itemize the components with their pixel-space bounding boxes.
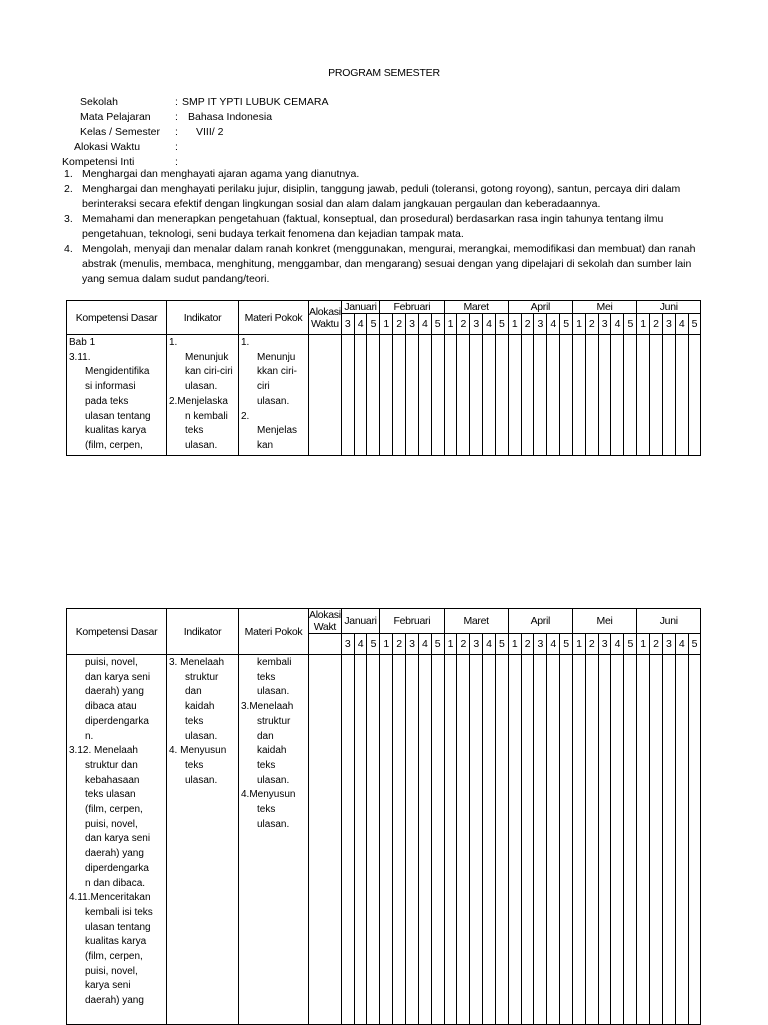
page-title: PROGRAM SEMESTER xyxy=(328,67,440,79)
cell-line: struktur xyxy=(185,671,219,683)
week-cell xyxy=(508,335,521,456)
week-cell xyxy=(380,655,393,1025)
week-cell xyxy=(598,655,611,1025)
header-week: 5 xyxy=(624,634,637,655)
cell-line: ciri xyxy=(257,381,270,393)
header-alokasi-waktu: Alokasi Wakt xyxy=(309,609,341,633)
body-kompetensi-dasar xyxy=(67,335,167,456)
week-cell xyxy=(470,335,483,456)
cell-line: ulasan tentang xyxy=(85,410,151,422)
cell-line: pada teks xyxy=(85,395,129,407)
header-week: 5 xyxy=(624,314,637,335)
cell-line: Mengidentifika xyxy=(85,366,150,378)
header-week: 4 xyxy=(547,634,560,655)
week-cell xyxy=(495,335,508,456)
header-week: 4 xyxy=(354,634,367,655)
body-materi-pokok xyxy=(239,655,309,1025)
header-week: 1 xyxy=(508,634,521,655)
header-month: Maret xyxy=(444,301,508,314)
week-cell xyxy=(572,335,585,456)
ki-item xyxy=(62,167,702,182)
week-cell xyxy=(560,655,573,1025)
cell-line: 4. Menyusun xyxy=(169,745,227,757)
week-cell xyxy=(418,335,431,456)
week-cell xyxy=(534,335,547,456)
header-week: 2 xyxy=(650,634,663,655)
header-week: 4 xyxy=(483,634,496,655)
cell-line: kembali xyxy=(257,657,292,668)
cell-line: teks xyxy=(257,804,276,816)
cell-line: struktur dan xyxy=(85,759,138,771)
cell-line: n. xyxy=(85,730,94,742)
cell-line: kkan ciri- xyxy=(257,366,298,378)
identity-value: SMP IT YPTI LUBUK CEMARA xyxy=(182,96,329,108)
header-week: 4 xyxy=(611,634,624,655)
header-week: 3 xyxy=(534,634,547,655)
header-materi-pokok: Materi Pokok xyxy=(239,609,309,655)
ki-line: berinteraksi secara efektif dengan lingkungan sosial dan alam dalam jangkauan pergaulan dan keberadaannya. xyxy=(82,198,601,210)
cell-line: kan ciri-ciri xyxy=(185,366,233,378)
week-cell xyxy=(572,655,585,1025)
week-cell xyxy=(585,655,598,1025)
header-indikator: Indikator xyxy=(167,609,239,655)
cell-line: ulasan. xyxy=(257,818,290,830)
week-cell xyxy=(675,655,688,1025)
body-indikator xyxy=(167,655,239,1025)
header-week: 5 xyxy=(688,634,701,655)
header-week: 1 xyxy=(637,314,650,335)
header-week: 5 xyxy=(495,314,508,335)
cell-line: dan xyxy=(257,730,274,742)
header-week: 3 xyxy=(470,314,483,335)
cell-line: dibaca atau xyxy=(85,701,137,713)
ki-number: 2. xyxy=(64,183,73,195)
cell-line: 3.11. xyxy=(69,351,91,363)
header-month: April xyxy=(508,301,572,314)
header-week: 3 xyxy=(598,634,611,655)
header-week: 4 xyxy=(418,314,431,335)
ki-line: abstrak (menulis, membaca, menghitung, menggambar, dan mengarang) sesuai dengan yang dipelajari di sekolah dan sumber lain xyxy=(82,258,692,270)
week-cell xyxy=(624,655,637,1025)
header-week: 5 xyxy=(431,314,444,335)
header-week: 1 xyxy=(572,314,585,335)
ki-item xyxy=(62,182,702,212)
header-kompetensi-dasar: Kompetensi Dasar xyxy=(67,609,167,655)
ki-number: 4. xyxy=(64,243,73,255)
week-cell xyxy=(431,655,444,1025)
header-week: 5 xyxy=(688,314,701,335)
week-cell xyxy=(650,335,663,456)
week-cell xyxy=(354,655,367,1025)
header-week: 2 xyxy=(585,314,598,335)
cell-line: ulasan. xyxy=(185,439,218,451)
header-week: 3 xyxy=(405,634,418,655)
week-cell xyxy=(675,335,688,456)
cell-line: dan xyxy=(185,686,202,698)
week-cell xyxy=(341,655,354,1025)
cell-line: kualitas karya xyxy=(85,425,147,437)
header-week: 2 xyxy=(393,634,406,655)
week-cell xyxy=(354,335,367,456)
cell-line: n dan dibaca. xyxy=(85,877,146,889)
header-week: 1 xyxy=(380,634,393,655)
cell-line: teks xyxy=(185,715,204,727)
header-indikator: Indikator xyxy=(167,301,239,335)
week-cell xyxy=(521,335,534,456)
week-cell xyxy=(405,335,418,456)
week-cell xyxy=(367,655,380,1025)
semester-table-2 xyxy=(66,608,701,1025)
week-cell xyxy=(598,335,611,456)
cell-line: puisi, novel, xyxy=(85,657,138,668)
header-week: 4 xyxy=(675,634,688,655)
header-week: 2 xyxy=(650,314,663,335)
cell-line: teks xyxy=(185,425,204,437)
week-cell xyxy=(444,335,457,456)
colon: : xyxy=(175,96,178,108)
week-cell xyxy=(405,655,418,1025)
header-week: 5 xyxy=(367,314,380,335)
week-cell xyxy=(688,335,701,456)
ki-item xyxy=(62,242,702,287)
header-kompetensi-dasar: Kompetensi Dasar xyxy=(67,301,167,335)
header-week: 3 xyxy=(341,314,354,335)
cell-line: kan xyxy=(257,439,274,451)
identity-value: VIII/ 2 xyxy=(196,126,224,138)
cell-line: (film, cerpen, xyxy=(85,804,143,816)
body-materi-pokok xyxy=(239,335,309,456)
ki-line: pengetahuan, teknologi, seni budaya terkait fenomena dan kejadian tampak mata. xyxy=(82,228,464,240)
header-week: 2 xyxy=(393,314,406,335)
week-cell xyxy=(521,655,534,1025)
body-indikator xyxy=(167,335,239,456)
cell-line: kaidah xyxy=(257,745,287,757)
cell-line: dan karya seni xyxy=(85,671,151,683)
cell-line: n kembali xyxy=(185,410,228,422)
cell-line: ulasan. xyxy=(257,774,290,786)
week-cell xyxy=(662,655,675,1025)
week-cell xyxy=(483,655,496,1025)
colon: : xyxy=(175,126,178,138)
header-week: 1 xyxy=(508,314,521,335)
cell-line: daerah) yang xyxy=(85,848,144,860)
header-month: Januari xyxy=(341,301,380,314)
cell-line: 3. Menelaah xyxy=(169,657,225,668)
cell-line: teks ulasan xyxy=(85,789,136,801)
week-cell xyxy=(367,335,380,456)
header-month: Februari xyxy=(380,609,444,634)
header-week: 5 xyxy=(495,634,508,655)
header-month: Mei xyxy=(572,301,636,314)
header-week: 5 xyxy=(560,314,573,335)
body-alokasi-waktu xyxy=(309,335,342,456)
week-cell xyxy=(585,335,598,456)
cell-line: 3.12. Menelaah xyxy=(69,745,138,757)
header-week: 3 xyxy=(662,314,675,335)
identity-label: Alokasi Waktu xyxy=(74,141,141,153)
week-cell xyxy=(495,655,508,1025)
header-week: 4 xyxy=(611,314,624,335)
week-cell xyxy=(431,335,444,456)
header-alokasi-waktu: Alokasi Waktu xyxy=(309,301,342,335)
ki-line: Menghargai dan menghayati perilaku jujur, disiplin, tanggung jawab, peduli (toleransi, gotong royong), santun, percaya diri dalam xyxy=(82,183,681,195)
cell-line: si informasi xyxy=(85,381,136,393)
cell-line: puisi, novel, xyxy=(85,818,138,830)
week-cell xyxy=(393,655,406,1025)
week-cell xyxy=(380,335,393,456)
week-cell xyxy=(547,655,560,1025)
cell-line: 2. xyxy=(241,410,250,422)
header-materi-pokok: Materi Pokok xyxy=(239,301,309,335)
body-kompetensi-dasar xyxy=(67,655,167,1025)
week-cell xyxy=(470,655,483,1025)
cell-line: kualitas karya xyxy=(85,936,147,948)
header-week: 4 xyxy=(418,634,431,655)
header-month: Juni xyxy=(637,301,701,314)
header-week: 3 xyxy=(534,314,547,335)
cell-line: ulasan. xyxy=(185,774,218,786)
header-week: 4 xyxy=(354,314,367,335)
cell-line: Bab 1 xyxy=(69,337,96,348)
header-month: Februari xyxy=(380,301,444,314)
week-cell xyxy=(534,655,547,1025)
header-month: Juni xyxy=(637,609,701,634)
cell-line: 1. xyxy=(241,337,250,348)
header-week: 4 xyxy=(675,314,688,335)
ki-line: Menghargai dan menghayati ajaran agama yang dianutnya. xyxy=(82,168,360,180)
cell-line: kembali isi teks xyxy=(85,906,153,918)
header-week: 3 xyxy=(341,634,354,655)
identity-label: Sekolah xyxy=(80,96,118,108)
ki-line: Mengolah, menyaji dan menalar dalam ranah konkret (menggunakan, mengurai, merangkai, memodifikasi dan membuat) dan ranah xyxy=(82,243,696,255)
header-week: 1 xyxy=(444,634,457,655)
cell-line: karya seni xyxy=(85,980,131,992)
ki-number: 3. xyxy=(64,213,73,225)
week-cell xyxy=(637,655,650,1025)
week-cell xyxy=(418,655,431,1025)
body-alokasi-waktu xyxy=(309,655,342,1025)
header-month: Januari xyxy=(341,609,380,634)
cell-line: ulasan tentang xyxy=(85,921,151,933)
header-month: April xyxy=(508,609,572,634)
week-cell xyxy=(650,655,663,1025)
identity-value: Bahasa Indonesia xyxy=(188,111,273,123)
week-cell xyxy=(341,335,354,456)
header-week: 2 xyxy=(457,314,470,335)
cell-line: Menunjuk xyxy=(185,351,229,363)
header-week: 4 xyxy=(483,314,496,335)
week-cell xyxy=(611,335,624,456)
header-week: 1 xyxy=(444,314,457,335)
week-cell xyxy=(688,655,701,1025)
colon: : xyxy=(175,111,178,123)
header-month: Mei xyxy=(572,609,636,634)
week-cell xyxy=(611,655,624,1025)
kompetensi-inti-list xyxy=(62,167,702,287)
week-cell xyxy=(560,335,573,456)
cell-line: teks xyxy=(257,671,276,683)
cell-line: daerah) yang xyxy=(85,686,144,698)
header-week: 1 xyxy=(380,314,393,335)
cell-line: Menjelas xyxy=(257,425,298,437)
identity-label: Mata Pelajaran xyxy=(80,111,151,123)
cell-line: (film, cerpen, xyxy=(85,951,143,963)
week-cell xyxy=(637,335,650,456)
cell-line: puisi, novel, xyxy=(85,965,138,977)
ki-line: yang semua dalam sudut pandang/teori. xyxy=(82,273,270,285)
cell-line: Menunju xyxy=(257,351,296,363)
cell-line: (film, cerpen, xyxy=(85,439,143,451)
header-week: 2 xyxy=(457,634,470,655)
cell-line: diperdengarka xyxy=(85,715,149,727)
cell-line: teks xyxy=(257,759,276,771)
week-cell xyxy=(624,335,637,456)
cell-line: kebahasaan xyxy=(85,774,140,786)
header-week: 2 xyxy=(521,634,534,655)
week-cell xyxy=(444,655,457,1025)
week-cell xyxy=(457,335,470,456)
cell-line: teks xyxy=(185,759,204,771)
colon: : xyxy=(175,141,178,153)
ki-item xyxy=(62,212,702,242)
header-week: 3 xyxy=(470,634,483,655)
semester-table-1 xyxy=(66,300,701,456)
header-week: 1 xyxy=(572,634,585,655)
cell-line: ulasan. xyxy=(257,686,290,698)
header-week: 3 xyxy=(662,634,675,655)
cell-line: diperdengarka xyxy=(85,862,149,874)
cell-line: ulasan. xyxy=(257,395,290,407)
cell-line: ulasan. xyxy=(185,381,218,393)
ki-line: Memahami dan menerapkan pengetahuan (faktual, konseptual, dan prosedural) berdasarkan rasa ingin tahunya tentang ilmu xyxy=(82,213,664,225)
week-cell xyxy=(393,335,406,456)
ki-number: 1. xyxy=(64,168,73,180)
week-cell xyxy=(547,335,560,456)
week-cell xyxy=(483,335,496,456)
header-week: 5 xyxy=(431,634,444,655)
header-week: 4 xyxy=(547,314,560,335)
cell-line: 2.Menjelaska xyxy=(169,395,228,407)
cell-line: struktur xyxy=(257,715,291,727)
header-week: 3 xyxy=(598,314,611,335)
cell-line: 1. xyxy=(169,337,178,348)
header-alokasi-waktu-cont xyxy=(309,634,342,655)
cell-line: 4.Menyusun xyxy=(241,789,296,801)
header-week: 2 xyxy=(585,634,598,655)
cell-line: daerah) yang xyxy=(85,995,144,1007)
colon: : xyxy=(175,156,178,168)
header-week: 3 xyxy=(405,314,418,335)
identity-label: Kompetensi Inti xyxy=(62,156,135,168)
header-week: 5 xyxy=(560,634,573,655)
week-cell xyxy=(508,655,521,1025)
cell-line: 3.Menelaah xyxy=(241,701,294,713)
cell-line: ulasan. xyxy=(185,730,218,742)
cell-line: kaidah xyxy=(185,701,215,713)
week-cell xyxy=(457,655,470,1025)
week-cell xyxy=(662,335,675,456)
identity-label: Kelas / Semester xyxy=(80,126,160,138)
header-week: 5 xyxy=(367,634,380,655)
cell-line: dan karya seni xyxy=(85,833,151,845)
header-week: 2 xyxy=(521,314,534,335)
cell-line: 4.11.Menceritakan xyxy=(69,892,151,904)
header-month: Maret xyxy=(444,609,508,634)
header-week: 1 xyxy=(637,634,650,655)
